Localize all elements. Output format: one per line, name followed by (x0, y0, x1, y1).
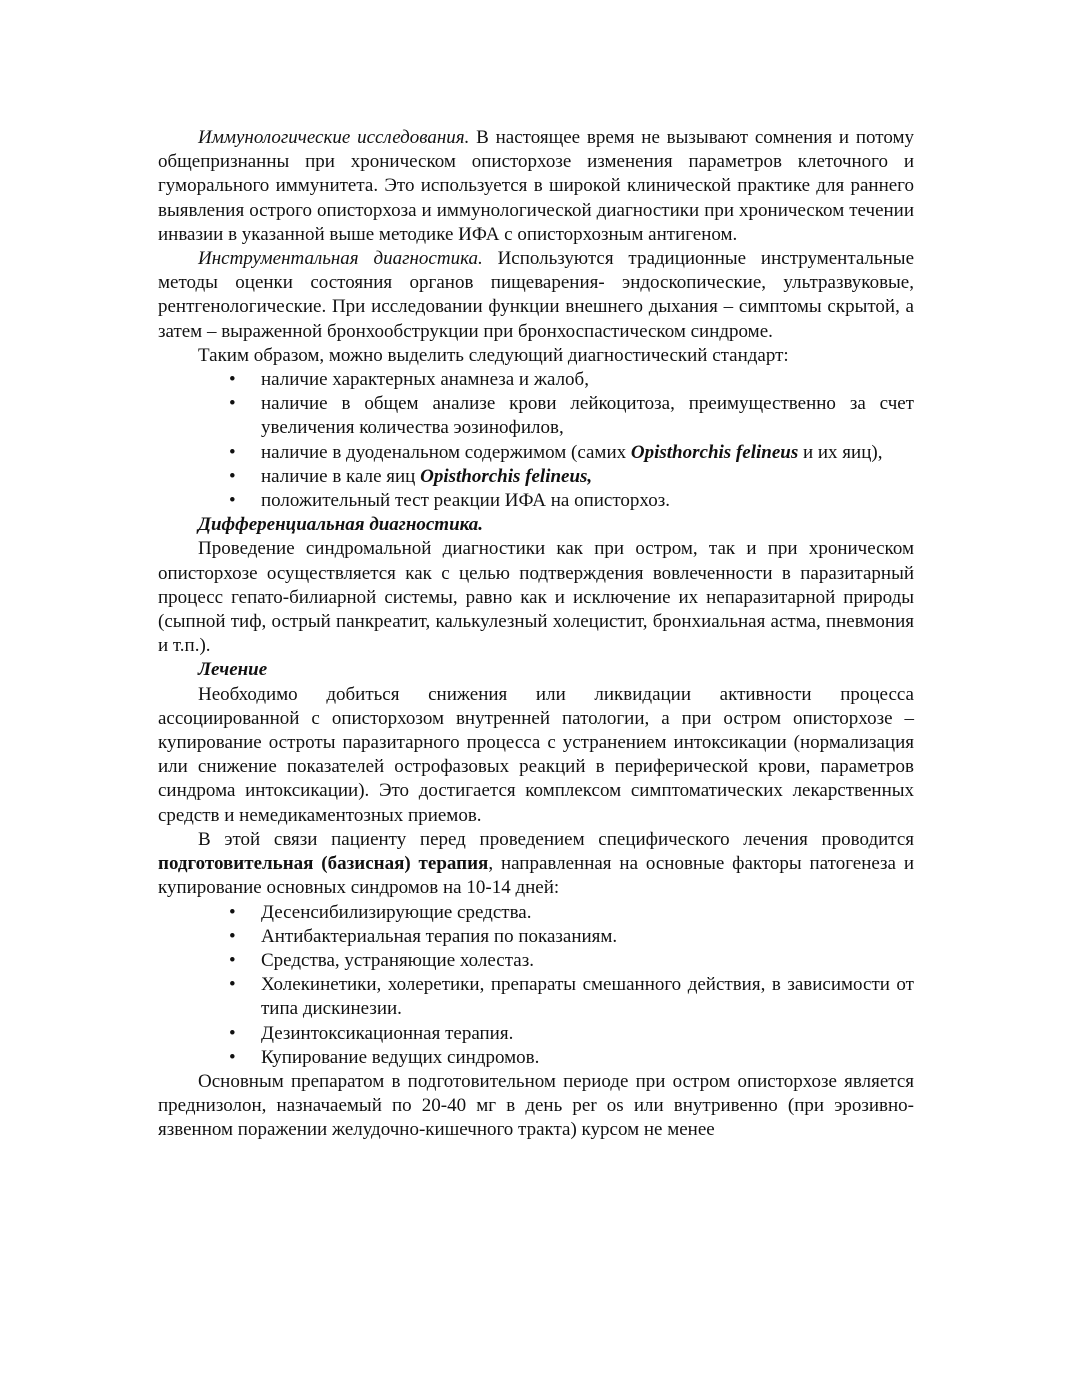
paragraph-instrumental (158, 247, 914, 344)
list-item-text: Антибактериальная терапия по показаниям. (261, 925, 618, 947)
immunological-text: В настоящее время не вызывают сомнения и потому общепризнанны при хроническом описторхозе изменения параметров клеточного и гуморального иммунитета. Это используется в широкой клинической практике для раннего выявления острого описторхоза и иммунологической диагностики при хроническом течении инвазии в указанной выше методике ИФА с описторхозным антигеном. (158, 127, 914, 245)
list-item (229, 489, 914, 513)
list-item (229, 925, 914, 949)
bullet-icon: • (229, 1046, 236, 1068)
immunological-lead: Иммунологические исследования. (198, 127, 470, 148)
list-item (229, 949, 914, 973)
document-page (158, 126, 914, 1143)
species-name: Opisthorchis felineus (630, 441, 799, 463)
list-item (229, 901, 914, 925)
list-item-text: Купирование ведущих синдромов. (261, 1046, 540, 1068)
list-item-text: наличие характерных анамнеза и жалоб, (261, 369, 589, 391)
list-item-text: Десенсибилизирующие средства. (261, 901, 532, 923)
bullet-icon: • (229, 901, 236, 923)
list-item-text: положительный тест реакции ИФА на описторхоз. (261, 490, 670, 512)
bullet-icon: • (229, 925, 236, 947)
paragraph-treatment-2 (158, 828, 914, 901)
list-item-text: и их яиц), (798, 441, 883, 463)
heading-differential: Дифференциальная диагностика. (198, 514, 484, 536)
paragraph-treatment-1: Необходимо добиться снижения или ликвидации активности процесса ассоциированной с описторхозом внутренней патологии, а при остром описторхозе – купирование остроты паразитарного процесса с устранением интоксикации (нормализация или снижение показателей острофазовых реакций в периферической крови, параметров синдрома интоксикации). Это достигается комплексом симптоматических лекарственных средств и немедикаментозных приемов. (158, 683, 914, 826)
basic-therapy-term: подготовительная (базисная) терапия (158, 853, 489, 875)
bullet-icon: • (229, 441, 236, 463)
bullet-icon: • (229, 369, 236, 391)
list-item-text: наличие в общем анализе крови лейкоцитоза, преимущественно за счет увеличения количества эозинофилов, (261, 393, 914, 439)
paragraph-differential: Проведение синдромальной диагностики как при остром, так и при хроническом описторхозе осуществляется как с целью подтверждения вовлеченности в паразитарный процесс гепато-билиарной системы, равно как и исключение их непаразитарной природы (сыпной тиф, острый панкреатит, калькулезный холецистит, бронхиальная астма, пневмония и т.п.). (158, 538, 914, 657)
basic-therapy-list (158, 901, 914, 1070)
list-item-text: наличие в кале яиц (261, 465, 421, 487)
paragraph-final: Основным препаратом в подготовительном периоде при остром описторхозе является преднизолон, назначаемый по 20-40 мг в день per os или внутривенно (при эрозивно-язвенном поражении желудочно-кишечного тракта) курсом не менее (158, 1070, 914, 1141)
heading-treatment: Лечение (198, 659, 268, 681)
list-item-text: наличие в дуоденальном содержимом (самих (261, 441, 631, 463)
bullet-icon: • (229, 974, 236, 996)
list-item (229, 1046, 914, 1070)
bullet-icon: • (229, 949, 236, 971)
list-item-text: Холекинетики, холеретики, препараты смешанного действия, в зависимости от типа дискинезии. (261, 974, 914, 1020)
bullet-icon: • (229, 465, 236, 487)
list-item-text: Средства, устраняющие холестаз. (261, 949, 534, 971)
paragraph-standard-intro: Таким образом, можно выделить следующий диагностический стандарт: (198, 344, 789, 366)
bullet-icon: • (229, 490, 236, 512)
list-item (229, 1022, 914, 1046)
instrumental-lead: Инструментальная диагностика. (198, 248, 483, 270)
bullet-icon: • (229, 1022, 236, 1044)
list-item-text: Дезинтоксикационная терапия. (261, 1022, 514, 1044)
bullet-icon: • (229, 393, 236, 415)
paragraph-immunological (158, 126, 914, 247)
list-item (229, 368, 914, 392)
diagnostic-standard-list (158, 368, 914, 513)
treatment-2-text: , направленная на основные факторы патогенеза и купирование основных синдромов на 10-14 дней: (158, 853, 914, 899)
treatment-2-text: В этой связи пациенту перед проведением специфического лечения проводится (198, 828, 914, 850)
instrumental-text: Используются традиционные инструментальные методы оценки состояния органов пищеварения- эндоскопические, ультразвуковые, рентгенологические. При исследовании функции внешнего дыхания – симптомы скрытой, а затем – выраженной бронхообструкции при бронхоспастическом синдроме. (158, 248, 914, 342)
list-item (229, 973, 914, 1021)
list-item (229, 441, 914, 465)
list-item (229, 392, 914, 440)
list-item (229, 465, 914, 489)
species-name: Opisthorchis felineus, (420, 465, 593, 487)
